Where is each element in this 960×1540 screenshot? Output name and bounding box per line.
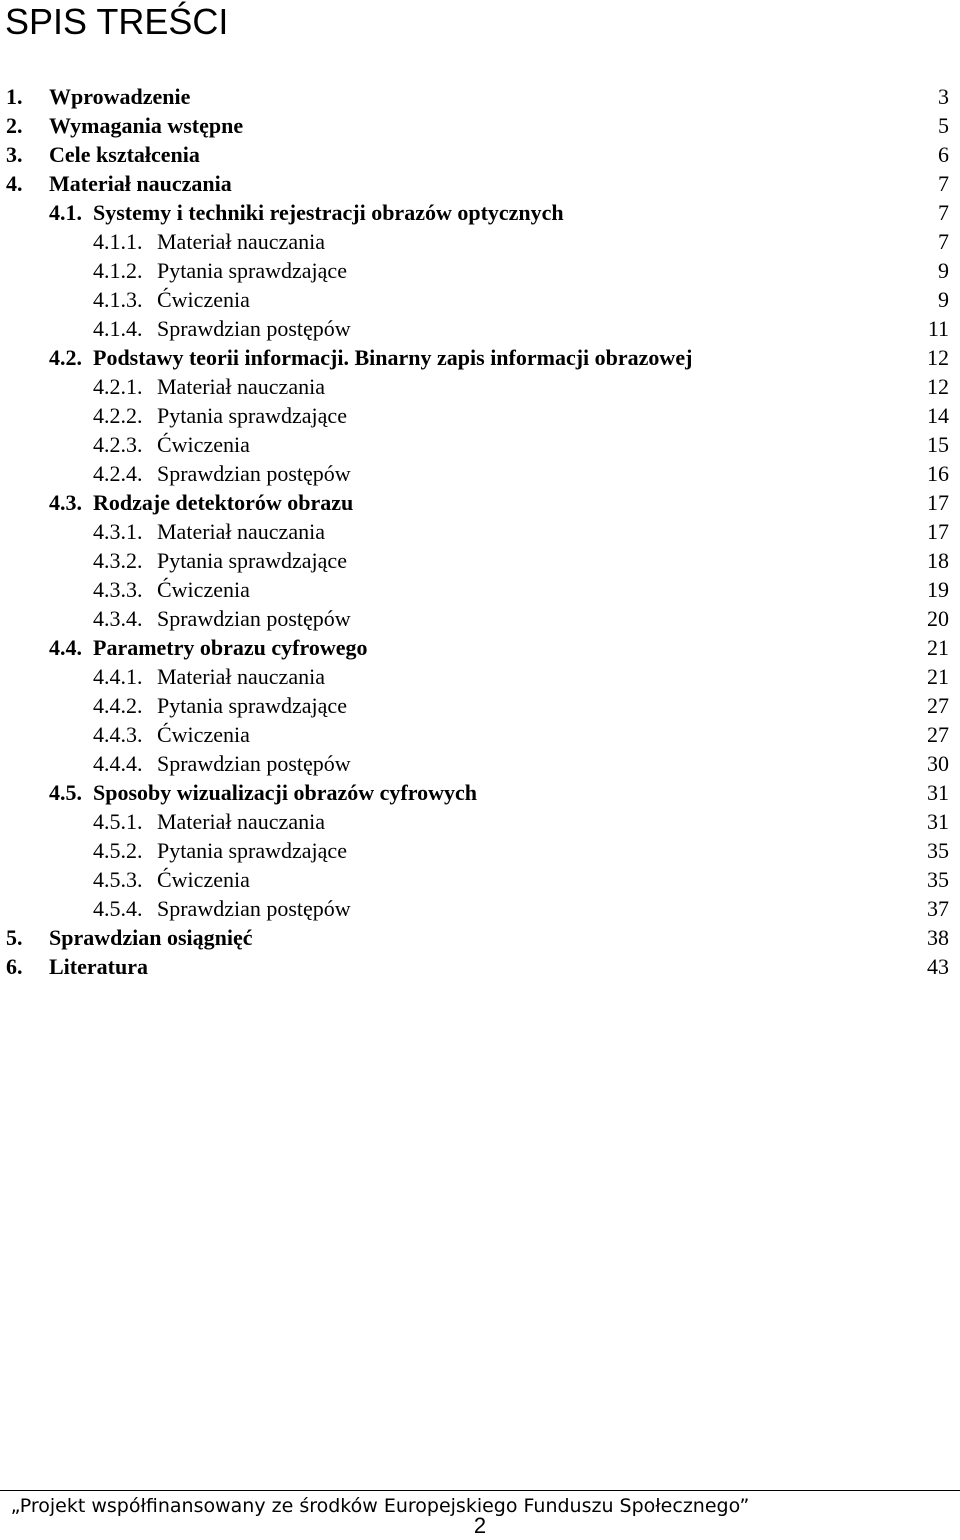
toc-entry	[0, 459, 960, 488]
toc-entry-title: Literatura	[49, 954, 148, 979]
toc-entry-number: 4.1.3.	[93, 287, 143, 312]
toc-entry	[0, 923, 960, 952]
toc-entry-number: 3.	[6, 142, 23, 167]
toc-entry-number: 1.	[6, 84, 23, 109]
toc-entry-page: 3	[938, 84, 949, 109]
toc-entry	[0, 778, 960, 807]
toc-entry	[0, 430, 960, 459]
toc-entry-page: 7	[938, 171, 949, 196]
toc-entry-number: 4.3.2.	[93, 548, 143, 573]
toc-entry	[0, 546, 960, 575]
toc-entry	[0, 401, 960, 430]
toc-entry-page: 17	[927, 490, 949, 515]
toc-entry-page: 43	[927, 954, 949, 979]
toc-entry-title: Materiał nauczania	[157, 809, 325, 834]
toc-entry-page: 14	[927, 403, 949, 428]
toc-entry-page: 11	[927, 316, 949, 341]
toc-entry-number: 4.2.4.	[93, 461, 143, 486]
toc-entry-number: 4.5.1.	[93, 809, 143, 834]
toc-entry	[0, 575, 960, 604]
toc-entry-title: Sprawdzian postępów	[157, 896, 351, 921]
toc-entry	[0, 865, 960, 894]
toc-entry	[0, 633, 960, 662]
toc-entry-title: Wymagania wstępne	[49, 113, 244, 138]
toc-entry-number: 4.3.1.	[93, 519, 143, 544]
toc-entry	[0, 314, 960, 343]
page-number: 2	[473, 1513, 487, 1538]
toc-entry-page: 19	[927, 577, 949, 602]
toc-entry-number: 4.2.2.	[93, 403, 143, 428]
toc-entry-number: 4.4.1.	[93, 664, 143, 689]
toc-entry-title: Sprawdzian postępów	[157, 606, 351, 631]
toc-entry-number: 4.1.2.	[93, 258, 143, 283]
toc-entry-page: 21	[927, 664, 949, 689]
toc-entry	[0, 488, 960, 517]
toc-entry	[0, 343, 960, 372]
toc-entry-number: 4.5.2.	[93, 838, 143, 863]
toc-entry-page: 17	[927, 519, 949, 544]
toc-entry-number: 4.5.	[49, 780, 82, 805]
toc-entry-title: Sprawdzian postępów	[157, 751, 351, 776]
toc-entry-number: 4.1.1.	[93, 229, 143, 254]
toc-entry-title: Ćwiczenia	[157, 287, 250, 312]
toc-entry	[0, 894, 960, 923]
toc-entry-page: 20	[927, 606, 949, 631]
toc-entry-page: 12	[927, 345, 949, 370]
toc-entry-page: 35	[927, 867, 949, 892]
toc-entry-page: 9	[938, 258, 949, 283]
toc-entry	[0, 169, 960, 198]
toc-entry	[0, 749, 960, 778]
toc-entry-page: 37	[927, 896, 949, 921]
toc-entry-page: 16	[927, 461, 949, 486]
toc-entry-number: 4.3.3.	[93, 577, 143, 602]
toc-entry	[0, 372, 960, 401]
toc-entry-title: Pytania sprawdzające	[157, 838, 347, 863]
toc-entry-number: 4.4.	[49, 635, 82, 660]
toc-entry-page: 30	[927, 751, 949, 776]
toc-entry-page: 7	[938, 200, 949, 225]
toc-entry-title: Materiał nauczania	[157, 229, 325, 254]
table-of-contents	[0, 82, 960, 981]
toc-entry	[0, 517, 960, 546]
toc-entry-number: 4.3.4.	[93, 606, 143, 631]
toc-entry-page: 21	[927, 635, 949, 660]
toc-entry-title: Cele kształcenia	[49, 142, 200, 167]
toc-entry-title: Ćwiczenia	[157, 722, 250, 747]
toc-entry	[0, 720, 960, 749]
toc-entry-page: 12	[927, 374, 949, 399]
toc-entry-title: Materiał nauczania	[157, 664, 325, 689]
toc-entry-title: Sprawdzian osiągnięć	[49, 925, 253, 950]
toc-entry-title: Wprowadzenie	[49, 84, 191, 109]
toc-entry-number: 4.5.3.	[93, 867, 143, 892]
toc-entry	[0, 952, 960, 981]
toc-entry-number: 4.1.4.	[93, 316, 143, 341]
toc-entry-title: Materiał nauczania	[49, 171, 232, 196]
toc-entry	[0, 140, 960, 169]
toc-entry-number: 4.5.4.	[93, 896, 143, 921]
toc-entry-number: 4.4.2.	[93, 693, 143, 718]
toc-entry-title: Pytania sprawdzające	[157, 693, 347, 718]
toc-entry-title: Rodzaje detektorów obrazu	[93, 490, 354, 515]
toc-entry-title: Ćwiczenia	[157, 432, 250, 457]
toc-entry-title: Materiał nauczania	[157, 519, 325, 544]
toc-entry-number: 4.4.3.	[93, 722, 143, 747]
toc-entry-number: 4.3.	[49, 490, 82, 515]
toc-entry-title: Sprawdzian postępów	[157, 316, 351, 341]
toc-entry-title: Parametry obrazu cyfrowego	[93, 635, 368, 660]
toc-entry-number: 4.2.	[49, 345, 82, 370]
toc-entry-title: Sposoby wizualizacji obrazów cyfrowych	[93, 780, 477, 805]
toc-entry-page: 7	[938, 229, 949, 254]
toc-entry	[0, 662, 960, 691]
toc-entry-page: 31	[927, 780, 949, 805]
toc-entry-number: 4.2.1.	[93, 374, 143, 399]
toc-entry-page: 27	[927, 693, 949, 718]
toc-entry-page: 9	[938, 287, 949, 312]
toc-entry-page: 27	[927, 722, 949, 747]
toc-entry-title: Sprawdzian postępów	[157, 461, 351, 486]
toc-entry-page: 31	[927, 809, 949, 834]
toc-entry-page: 6	[938, 142, 949, 167]
toc-entry	[0, 807, 960, 836]
toc-entry-number: 5.	[6, 925, 23, 950]
toc-entry-page: 35	[927, 838, 949, 863]
toc-entry	[0, 836, 960, 865]
toc-entry	[0, 691, 960, 720]
toc-entry	[0, 227, 960, 256]
footer-divider	[0, 1490, 960, 1491]
toc-entry	[0, 604, 960, 633]
toc-entry-number: 4.1.	[49, 200, 82, 225]
toc-entry-number: 4.	[6, 171, 23, 196]
toc-entry-title: Pytania sprawdzające	[157, 403, 347, 428]
toc-entry-page: 5	[938, 113, 949, 138]
toc-entry-number: 4.4.4.	[93, 751, 143, 776]
page-title: SPIS TREŚCI	[5, 1, 229, 42]
toc-entry	[0, 256, 960, 285]
toc-entry-page: 38	[927, 925, 949, 950]
toc-entry	[0, 285, 960, 314]
toc-entry-title: Systemy i techniki rejestracji obrazów optycznych	[93, 200, 564, 225]
footer-text: „Projekt współfinansowany ze środków Europejskiego Funduszu Społecznego”	[10, 1495, 750, 1517]
toc-entry-title: Ćwiczenia	[157, 867, 250, 892]
toc-entry-number: 6.	[6, 954, 23, 979]
toc-entry-page: 18	[927, 548, 949, 573]
toc-entry-title: Pytania sprawdzające	[157, 548, 347, 573]
toc-entry-title: Pytania sprawdzające	[157, 258, 347, 283]
toc-entry-title: Podstawy teorii informacji. Binarny zapis informacji obrazowej	[93, 345, 693, 370]
toc-entry	[0, 82, 960, 111]
toc-entry-title: Ćwiczenia	[157, 577, 250, 602]
toc-entry-title: Materiał nauczania	[157, 374, 325, 399]
toc-entry-number: 2.	[6, 113, 23, 138]
toc-entry-page: 15	[927, 432, 949, 457]
toc-entry	[0, 198, 960, 227]
toc-entry	[0, 111, 960, 140]
toc-entry-number: 4.2.3.	[93, 432, 143, 457]
